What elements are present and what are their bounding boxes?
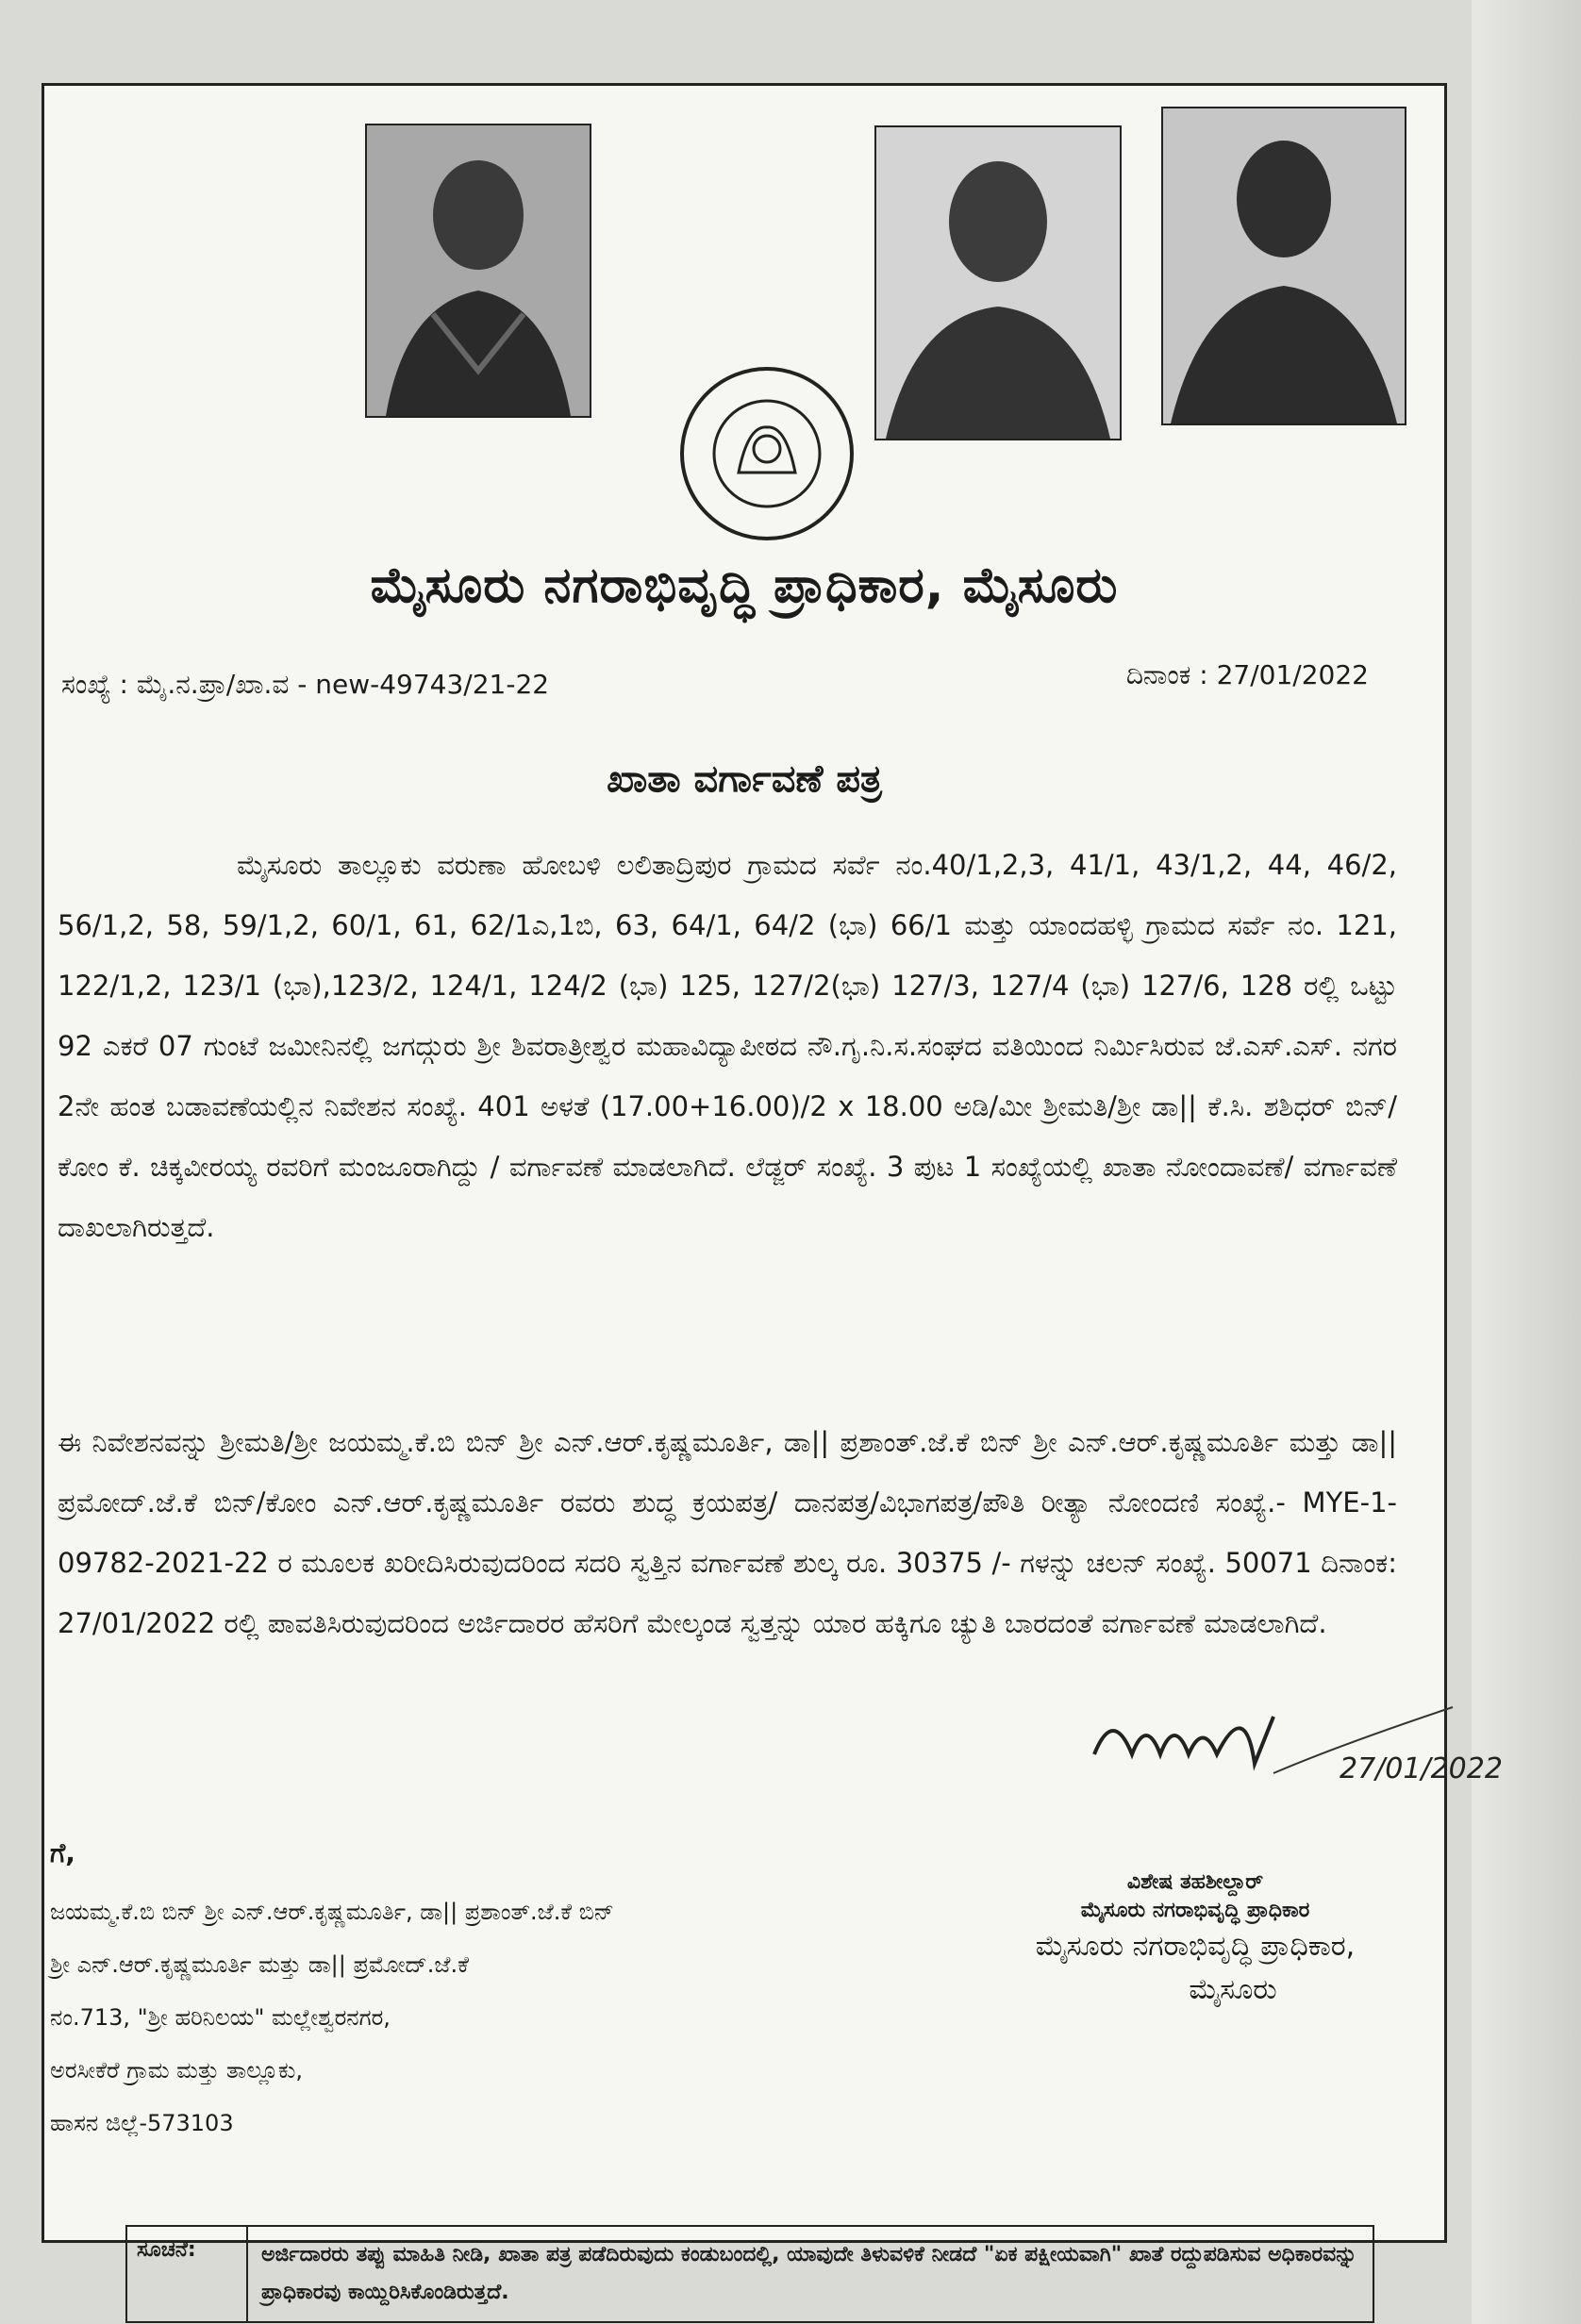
portrait-man-image bbox=[876, 127, 1120, 439]
recipient-line: ಶ್ರೀ ಎನ್.ಆರ್.ಕೃಷ್ಣಮೂರ್ತಿ ಮತ್ತು ಡಾ|| ಪ್ರಮೋದ್.ಜೆ.ಕೆ bbox=[50, 1951, 469, 1978]
applicant-photo-3 bbox=[1161, 107, 1406, 425]
applicant-photo-2 bbox=[874, 125, 1122, 440]
stamp-authority: ಮೈಸೂರು ನಗರಾಭಿವೃದ್ಧಿ ಪ್ರಾಧಿಕಾರ bbox=[1080, 1899, 1310, 1922]
signatory-authority: ಮೈಸೂರು ನಗರಾಭಿವೃದ್ಧಿ ಪ್ರಾಧಿಕಾರ, bbox=[1035, 1930, 1356, 1963]
recipient-line: ಜಯಮ್ಮ.ಕೆ.ಬಿ ಬಿನ್ ಶ್ರೀ ಎನ್.ಆರ್.ಕೃಷ್ಣಮೂರ್ತಿ, ಡಾ|| ಪ್ರಶಾಂತ್.ಜೆ.ಕೆ ಬಿನ್ bbox=[50, 1899, 615, 1925]
authority-title: ಮೈಸೂರು ನಗರಾಭಿವೃದ್ಧಿ ಪ್ರಾಧಿಕಾರ, ಮೈಸೂರು bbox=[370, 557, 1119, 614]
notice-box bbox=[125, 2225, 1374, 2323]
reference-number: ಸಂಖ್ಯೆ : ಮೈ.ನ.ಪ್ರಾ/ಖಾ.ವ - new-49743/21-22 bbox=[61, 669, 550, 700]
recipient-greeting: ಗೆ, bbox=[50, 1837, 75, 1868]
body-paragraph-1: ಮೈಸೂರು ತಾಲ್ಲೂಕು ವರುಣಾ ಹೋಬಳಿ ಲಲಿತಾದ್ರಿಪುರ ಗ್ರಾಮದ ಸರ್ವೆ ನಂ.40/1,2,3, 41/1, 43/1,2, 44, 46/2, 56/1,2, 58, 59/1,2, 60/1, 61, 62/1ಎ,1ಬಿ, 63, 64/1, 64/2 (ಭಾ) 66/1 ಮತ್ತು ಯಾಂದಹಳ್ಳಿ ಗ್ರಾಮದ ಸರ್ವೆ ನಂ. 121, 122/1,2, 123/1 (ಭಾ),123/2, 124/1, 124/2 (ಭಾ) 125, 127/2(ಭಾ) 127/3, 127/4 (ಭಾ) 127/6, 128 ರಲ್ಲಿ ಒಟ್ಟು 92 ಎಕರೆ 07 ಗುಂಟೆ ಜಮೀನಿನಲ್ಲಿ ಜಗದ್ಗುರು ಶ್ರೀ ಶಿವರಾತ್ರೀಶ್ವರ ಮಹಾವಿದ್ಯಾಪೀಠದ ನೌ.ಗೃ.ನಿ.ಸ.ಸಂಘದ ವತಿಯಿಂದ ನಿರ್ಮಿಸಿರುವ ಜೆ.ಎಸ್.ಎಸ್. ನಗರ 2ನೇ ಹಂತ ಬಡಾವಣೆಯಲ್ಲಿನ ನಿವೇಶನ ಸಂಖ್ಯೆ. 401 ಅಳತೆ (17.00+16.00)/2 x 18.00 ಅಡಿ/ಮೀ ಶ್ರೀಮತಿ/ಶ್ರೀ ಡಾ|| ಕೆ.ಸಿ. ಶಶಿಧರ್ ಬಿನ್/ಕೋಂ ಕೆ. ಚಿಕ್ಕವೀರಯ್ಯ ರವರಿಗೆ ಮಂಜೂರಾಗಿದ್ದು / ವರ್ಗಾವಣೆ ಮಾಡಲಾಗಿದೆ. ಲೆಡ್ಜರ್ ಸಂಖ್ಯೆ. 3 ಪುಟ 1 ಸಂಖ್ಯೆಯಲ್ಲಿ ಖಾತಾ ನೋಂದಾವಣೆ/ ವರ್ಗಾವಣೆ ದಾಖಲಾಗಿರುತ್ತದೆ. bbox=[58, 849, 1397, 1243]
handwritten-signature bbox=[1057, 1688, 1503, 1801]
letter-subject: ಖಾತಾ ವರ್ಗಾವಣೆ ಪತ್ರ bbox=[607, 757, 882, 801]
recipient-line: ಹಾಸನ ಜಿಲ್ಲೆ-573103 bbox=[50, 2110, 234, 2136]
notice-label: ಸೂಚನೆ: bbox=[127, 2227, 248, 2321]
applicant-photo-1 bbox=[365, 124, 591, 418]
notice-text: ಅರ್ಜಿದಾರರು ತಪ್ಪು ಮಾಹಿತಿ ನೀಡಿ, ಖಾತಾ ಪತ್ರ ಪಡೆದಿರುವುದು ಕಂಡುಬಂದಲ್ಲಿ, ಯಾವುದೇ ತಿಳುವಳಿಕೆ ನೀಡದೆ "ಏಕ ಪಕ್ಷೀಯವಾಗಿ" ಖಾತೆ ರದ್ದುಪಡಿಸುವ ಅಧಿಕಾರವನ್ನು ಪ್ರಾಧಿಕಾರವು ಕಾಯ್ದಿರಿಸಿಕೊಂಡಿರುತ್ತದೆ. bbox=[261, 2243, 1357, 2304]
portrait-man-image bbox=[1163, 108, 1405, 423]
khata-transfer-letter bbox=[42, 83, 1447, 2304]
signatory-block bbox=[931, 1868, 1459, 2012]
recipient-line: ನಂ.713, "ಶ್ರೀ ಹರಿನಿಲಯ" ಮಲ್ಲೇಶ್ವರನಗರ, bbox=[50, 2004, 391, 2031]
recipient-line: ಅರಸೀಕೆರೆ ಗ್ರಾಮ ಮತ್ತು ತಾಲ್ಲೂಕು, bbox=[50, 2057, 303, 2083]
body-paragraph-2: ಈ ನಿವೇಶನವನ್ನು ಶ್ರೀಮತಿ/ಶ್ರೀ ಜಯಮ್ಮ.ಕೆ.ಬಿ ಬಿನ್ ಶ್ರೀ ಎನ್.ಆರ್.ಕೃಷ್ಣಮೂರ್ತಿ, ಡಾ|| ಪ್ರಶಾಂತ್.ಜೆ.ಕೆ ಬಿನ್ ಶ್ರೀ ಎನ್.ಆರ್.ಕೃಷ್ಣಮೂರ್ತಿ ಮತ್ತು ಡಾ|| ಪ್ರಮೋದ್.ಜೆ.ಕೆ ಬಿನ್/ಕೋಂ ಎನ್.ಆರ್.ಕೃಷ್ಣಮೂರ್ತಿ ರವರು ಶುದ್ಧ ಕ್ರಯಪತ್ರ/ ದಾನಪತ್ರ/ವಿಭಾಗಪತ್ರ/ಪೌತಿ ರೀತ್ಯಾ ನೋಂದಣಿ ಸಂಖ್ಯೆ.- MYE-1-09782-2021-22 ರ ಮೂಲಕ ಖರೀದಿಸಿರುವುದರಿಂದ ಸದರಿ ಸ್ವತ್ತಿನ ವರ್ಗಾವಣೆ ಶುಲ್ಕ ರೂ. 30375 /- ಗಳನ್ನು ಚಲನ್ ಸಂಖ್ಯೆ. 50071 ದಿನಾಂಕ: 27/01/2022 ರಲ್ಲಿ ಪಾವತಿಸಿರುವುದರಿಂದ ಅರ್ಜಿದಾರರ ಹೆಸರಿಗೆ ಮೇಲ್ಕಂಡ ಸ್ವತ್ತನ್ನು ಯಾರ ಹಕ್ಕಿಗೂ ಚ್ಯುತಿ ಬಾರದಂತೆ ವರ್ಗಾವಣೆ ಮಾಡಲಾಗಿದೆ. bbox=[58, 1426, 1397, 1639]
portrait-woman-image bbox=[367, 125, 590, 416]
signature-date: 27/01/2022 bbox=[1340, 1752, 1503, 1785]
authority-seal-icon bbox=[673, 359, 861, 548]
signatory-city: ಮೈಸೂರು bbox=[1189, 1973, 1277, 2006]
stamp-designation: ವಿಶೇಷ ತಹಶೀಲ್ದಾರ್ bbox=[1126, 1870, 1264, 1894]
scan-edge bbox=[1472, 0, 1581, 2324]
letter-date: ದಿನಾಂಕ : 27/01/2022 bbox=[1125, 659, 1369, 690]
recipient-address bbox=[50, 1827, 899, 2150]
